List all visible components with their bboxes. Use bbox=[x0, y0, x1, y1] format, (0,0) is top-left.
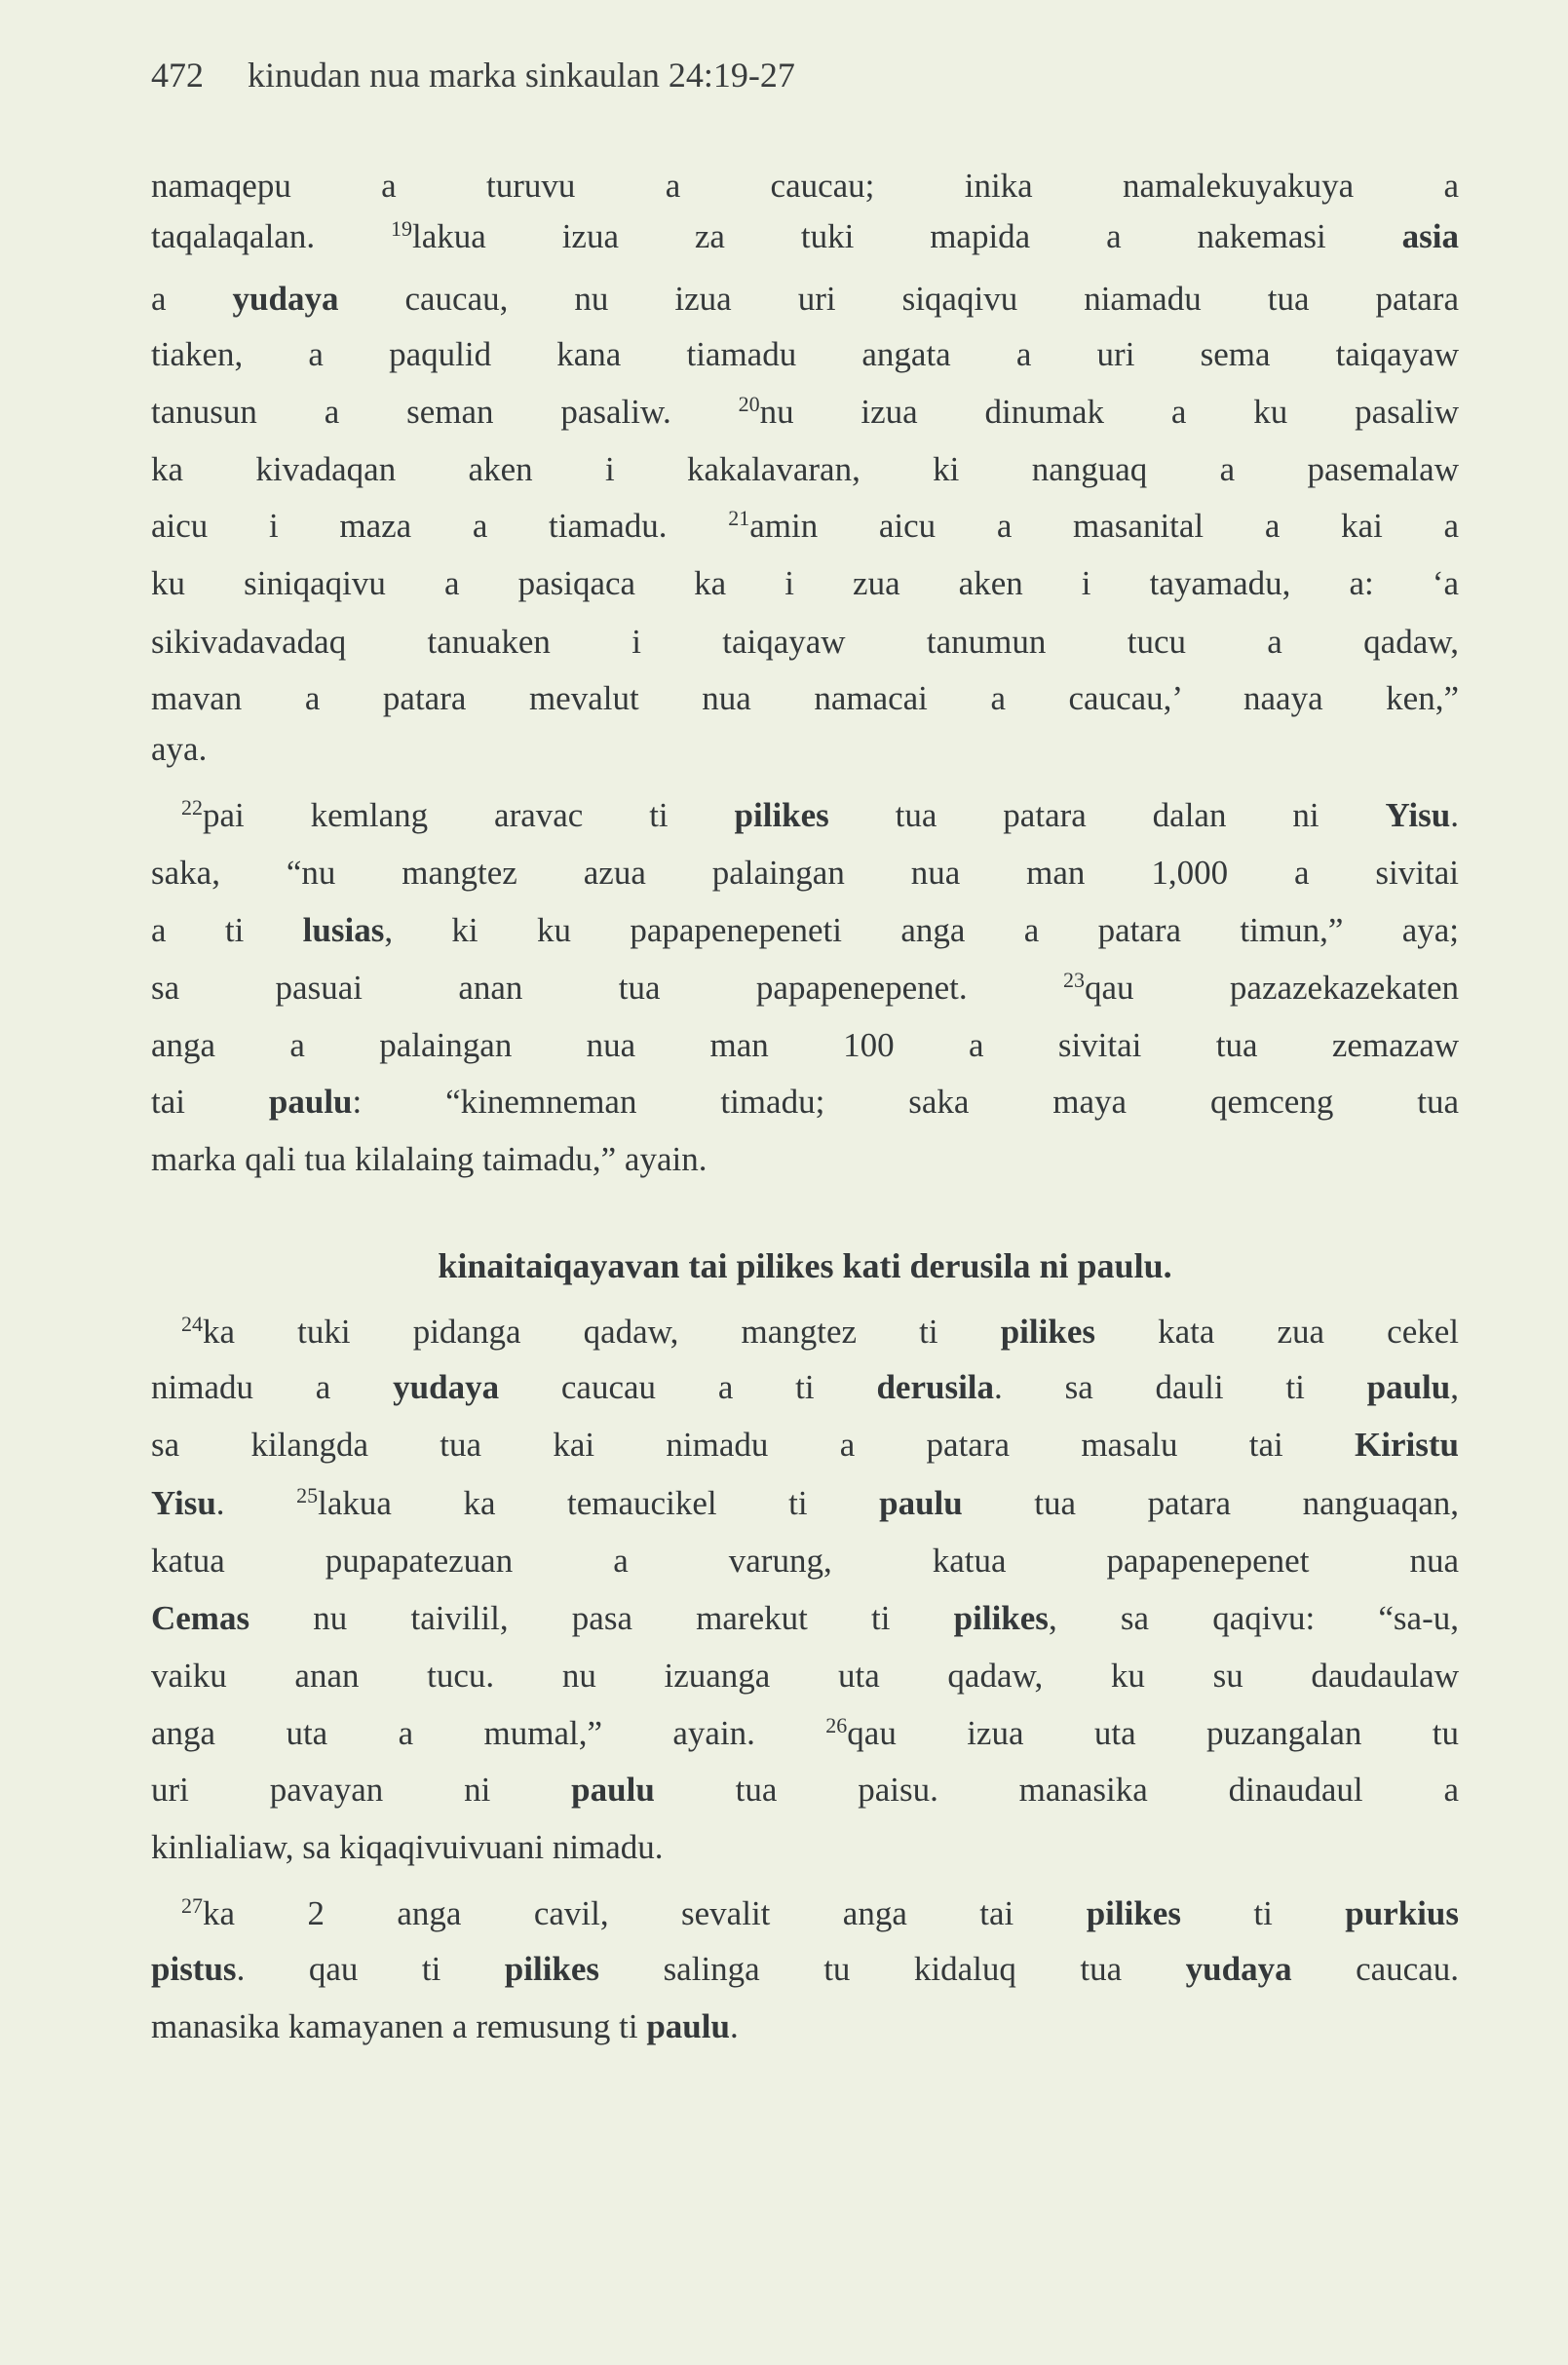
text-run: manasika kamayanen a remusung ti bbox=[151, 2007, 647, 2045]
text-line bbox=[151, 1425, 1459, 1466]
text-run: : “kinemneman timadu; saka maya qemceng tua bbox=[352, 1083, 1459, 1121]
text-run: ka 2 anga cavil, sevalit anga tai bbox=[203, 1894, 1087, 1932]
text-line bbox=[151, 1656, 1459, 1697]
text-run: aya. bbox=[151, 730, 208, 768]
text-run: . bbox=[729, 2007, 739, 2045]
bold-term: Kiristu bbox=[1355, 1426, 1459, 1464]
text-run: ka tuki pidanga qadaw, mangtez ti bbox=[203, 1313, 1001, 1351]
text-run: marka qali tua kilalaing taimadu,” ayain. bbox=[151, 1140, 708, 1178]
text-run: taqalaqalan. bbox=[151, 217, 391, 255]
text-run: namaqepu a turuvu a caucau; inika namalekuyakuya a bbox=[151, 167, 1459, 205]
bold-term: Yisu bbox=[151, 1484, 216, 1522]
text-run: anga uta a mumal,” ayain. bbox=[151, 1714, 826, 1752]
bold-term: derusila bbox=[876, 1368, 995, 1406]
bold-term: pilikes bbox=[953, 1599, 1049, 1637]
bold-term: paulu bbox=[268, 1083, 353, 1121]
text-run: sa kilangda tua kai nimadu a patara masalu tai bbox=[151, 1426, 1356, 1464]
verse-number: 24 bbox=[181, 1312, 203, 1336]
text-line bbox=[151, 1827, 1459, 1868]
text-line bbox=[151, 563, 1459, 604]
bold-term: yudaya bbox=[232, 280, 339, 318]
text-run: kinlialiaw, sa kiqaqivuivuani nimadu. bbox=[151, 1828, 664, 1866]
text-run: , sa qaqivu: “sa-u, bbox=[1048, 1599, 1459, 1637]
text-run: mavan a patara mevalut nua namacai a caucau,’ naaya ken,” bbox=[151, 679, 1459, 717]
text-line bbox=[151, 216, 1459, 257]
text-line bbox=[151, 2006, 1459, 2047]
bold-term: yudaya bbox=[1185, 1950, 1292, 1988]
section-heading: kinaitaiqayavan tai pilikes kati derusila ni paulu. bbox=[438, 1246, 1172, 1285]
text-run: nimadu a bbox=[151, 1368, 394, 1406]
text-line bbox=[151, 1139, 1459, 1180]
text-run: salinga tu kidaluq tua bbox=[599, 1950, 1186, 1988]
text-run: . bbox=[1450, 796, 1459, 834]
text-line bbox=[151, 910, 1459, 951]
verse-number: 25 bbox=[296, 1483, 319, 1507]
text-line bbox=[181, 1893, 1459, 1934]
text-line bbox=[151, 1713, 1459, 1754]
text-run: tiaken, a paqulid kana tiamadu angata a uri sema taiqayaw bbox=[151, 335, 1459, 373]
verse-number: 27 bbox=[181, 1893, 203, 1918]
page-number: 472 bbox=[151, 56, 204, 95]
text-run: . sa dauli ti bbox=[994, 1368, 1367, 1406]
text-line bbox=[151, 622, 1459, 663]
text-run: , ki ku papapenepeneti anga a patara timun,” aya; bbox=[384, 911, 1460, 949]
text-line bbox=[151, 729, 1459, 770]
text-run: uri pavayan ni bbox=[151, 1771, 572, 1809]
text-run: katua pupapatezuan a varung, katua papapenepenet nua bbox=[151, 1542, 1459, 1580]
bold-term: pilikes bbox=[734, 796, 829, 834]
running-title: kinudan nua marka sinkaulan 24:19-27 bbox=[248, 56, 795, 95]
bold-term: lusias bbox=[302, 911, 385, 949]
text-run: nu izua dinumak a ku pasaliw bbox=[759, 393, 1459, 431]
bold-term: paulu bbox=[646, 2007, 730, 2045]
text-run: ku siniqaqivu a pasiqaca ka i zua aken i tayamadu, a: ‘a bbox=[151, 564, 1459, 602]
text-run: pai kemlang aravac ti bbox=[203, 796, 735, 834]
text-run: tai bbox=[151, 1083, 269, 1121]
text-run: kata zua cekel bbox=[1094, 1313, 1459, 1351]
bold-term: paulu bbox=[879, 1484, 963, 1522]
bold-term: pilikes bbox=[1086, 1894, 1181, 1932]
text-run: sa pasuai anan tua papapenepenet. bbox=[151, 969, 1063, 1007]
verse-number: 22 bbox=[181, 795, 203, 820]
text-run: anga a palaingan nua man 100 a sivitai tua zemazaw bbox=[151, 1026, 1459, 1064]
verse-number: 19 bbox=[391, 216, 412, 241]
text-run: , bbox=[1450, 1368, 1459, 1406]
text-run: a bbox=[151, 280, 233, 318]
text-run: . qau ti bbox=[236, 1950, 505, 1988]
verse-number: 20 bbox=[738, 392, 760, 416]
text-line bbox=[151, 678, 1459, 719]
bold-term: asia bbox=[1401, 217, 1459, 255]
text-line bbox=[151, 1082, 1459, 1123]
text-line bbox=[181, 1312, 1459, 1353]
bold-term: paulu bbox=[1366, 1368, 1451, 1406]
text-line bbox=[151, 968, 1459, 1009]
text-run: caucau a ti bbox=[499, 1368, 877, 1406]
text-line bbox=[151, 1949, 1459, 1990]
text-line bbox=[151, 1025, 1459, 1066]
bold-term: yudaya bbox=[393, 1368, 500, 1406]
text-run: a ti bbox=[151, 911, 303, 949]
text-run: nu taivilil, pasa marekut ti bbox=[249, 1599, 954, 1637]
text-line bbox=[151, 1483, 1459, 1524]
text-run: saka, “nu mangtez azua palaingan nua man 1,000 a sivitai bbox=[151, 854, 1459, 892]
text-run: . bbox=[215, 1484, 297, 1522]
verse-number: 21 bbox=[728, 506, 750, 530]
text-run: vaiku anan tucu. nu izuanga uta qadaw, ku su daudaulaw bbox=[151, 1657, 1459, 1695]
text-run: tua patara nanguaqan, bbox=[962, 1484, 1459, 1522]
bold-term: paulu bbox=[571, 1771, 655, 1809]
text-run: qau izua uta puzangalan tu bbox=[847, 1714, 1459, 1752]
text-line bbox=[151, 279, 1459, 320]
bold-term: Cemas bbox=[151, 1599, 250, 1637]
text-run: lakua ka temaucikel ti bbox=[318, 1484, 880, 1522]
bold-term: pilikes bbox=[504, 1950, 600, 1988]
text-run: sikivadavadaq tanuaken i taiqayaw tanumun tucu a qadaw, bbox=[151, 623, 1459, 661]
text-run: ka kivadaqan aken i kakalavaran, ki nanguaq a pasemalaw bbox=[151, 450, 1459, 488]
verse-number: 26 bbox=[825, 1713, 848, 1737]
text-line bbox=[151, 1367, 1459, 1408]
text-line bbox=[151, 334, 1459, 375]
text-line bbox=[151, 1770, 1459, 1811]
text-line bbox=[181, 795, 1459, 836]
text-run: caucau. bbox=[1291, 1950, 1459, 1988]
bold-term: purkius bbox=[1345, 1894, 1459, 1932]
text-line bbox=[151, 166, 1459, 207]
text-run: tua paisu. manasika dinaudaul a bbox=[654, 1771, 1459, 1809]
text-run: qau pazazekazekaten bbox=[1085, 969, 1459, 1007]
text-line bbox=[151, 853, 1459, 894]
bold-term: pilikes bbox=[1000, 1313, 1095, 1351]
text-run: aicu i maza a tiamadu. bbox=[151, 507, 729, 545]
text-line bbox=[151, 1541, 1459, 1582]
text-line bbox=[151, 392, 1459, 433]
text-run: amin aicu a masanital a kai a bbox=[749, 507, 1459, 545]
text-run: ti bbox=[1180, 1894, 1346, 1932]
text-run: caucau, nu izua uri siqaqivu niamadu tua patara bbox=[338, 280, 1459, 318]
text-run: lakua izua za tuki mapida a nakemasi bbox=[412, 217, 1402, 255]
text-line bbox=[151, 449, 1459, 490]
text-run: tanusun a seman pasaliw. bbox=[151, 393, 739, 431]
verse-number: 23 bbox=[1063, 968, 1085, 992]
text-line bbox=[151, 1598, 1459, 1639]
text-run: tua patara dalan ni bbox=[828, 796, 1386, 834]
bold-term: pistus bbox=[151, 1950, 237, 1988]
bold-term: Yisu bbox=[1385, 796, 1451, 834]
text-line bbox=[151, 506, 1459, 547]
